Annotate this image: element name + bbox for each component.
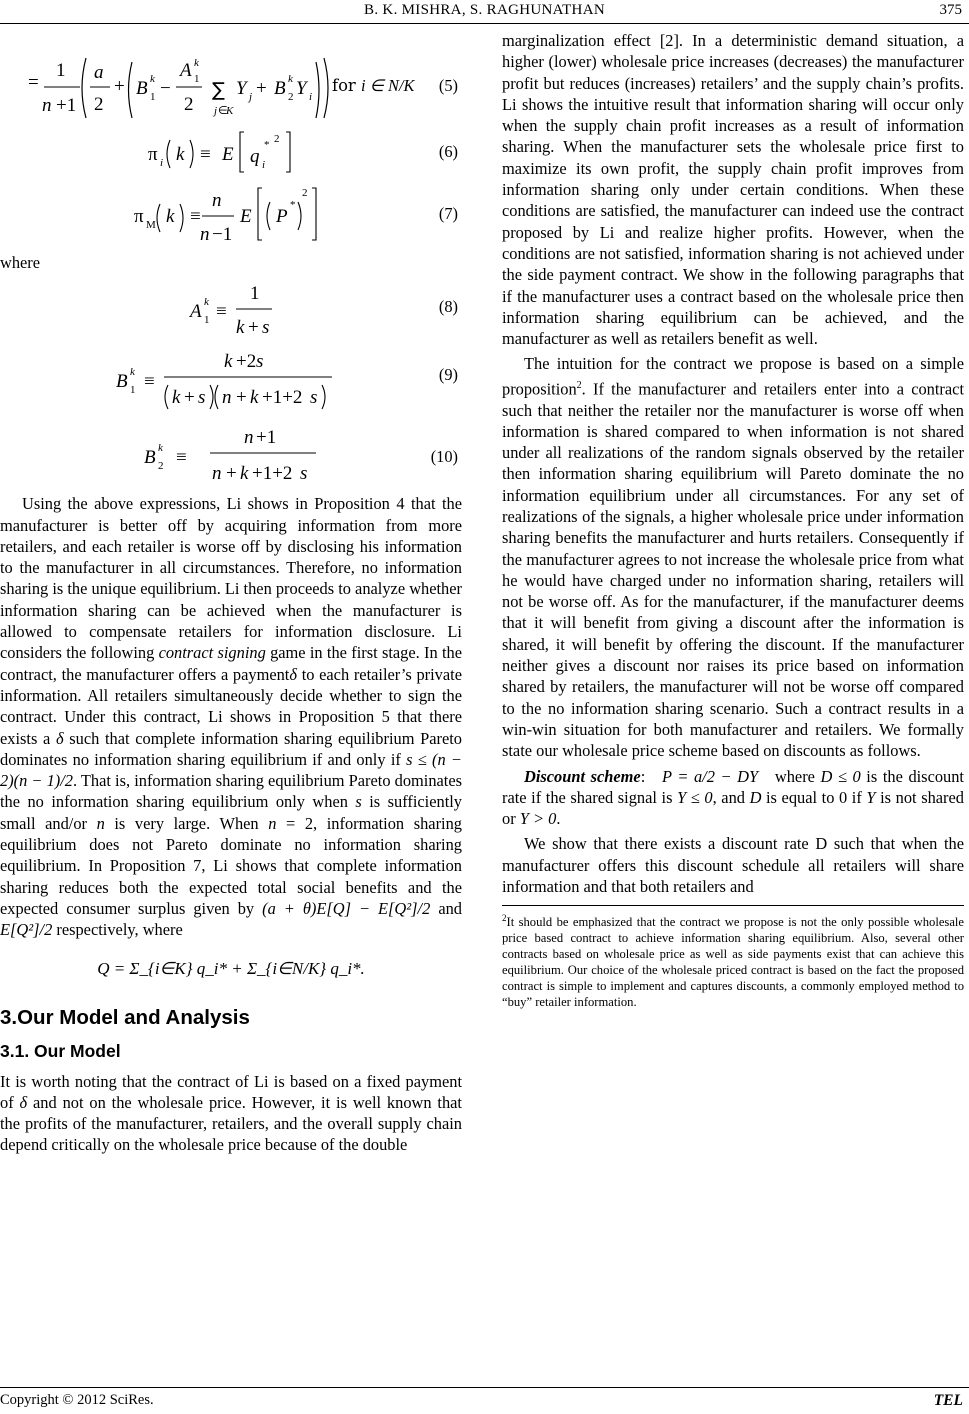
svg-text:+2: +2: [236, 351, 257, 373]
svg-text:k: k: [194, 57, 199, 69]
svg-text:*: *: [290, 199, 296, 211]
svg-text:k: k: [250, 387, 259, 409]
right-paragraph-2: [502, 353, 964, 761]
equation-5: [0, 30, 462, 126]
svg-text:2: 2: [288, 91, 294, 103]
svg-text:k: k: [224, 351, 233, 373]
left-paragraph-2: [0, 1071, 462, 1156]
text-run: It is worth noting that the contract of Li is based on a fixed payment of: [0, 1071, 462, 1112]
equation-7-formula: [0, 178, 462, 250]
running-title: B. K. MISHRA, S. RAGHUNATHAN: [364, 2, 605, 18]
variable-y: Y: [866, 787, 876, 807]
svg-text:+1+2: +1+2: [252, 463, 293, 485]
svg-text:s: s: [300, 463, 308, 485]
equation-7-number: (7): [438, 204, 458, 223]
equation-8: [0, 273, 462, 341]
y-positive: Y > 0: [519, 809, 557, 829]
svg-text:i: i: [309, 91, 313, 103]
svg-text:∑: ∑: [212, 79, 225, 101]
svg-text:B: B: [144, 447, 156, 469]
text-run: , and: [712, 787, 750, 807]
svg-text:n: n: [212, 190, 222, 211]
svg-text:π: π: [134, 206, 144, 227]
svg-text:1: 1: [204, 314, 210, 327]
footnote-text: It should be emphasized that the contract we propose is not the only possible wholesale price based contract to achieve information sharing equilibrium. Also, several other contracts based on wholesale price as well as side payments exist that can achieve this equilibrium. Our choice of the wholesale priced contract is based on the fact the proposed contract is simple to implement and captures discounts, a commonly employed method to “buy” retailer information.: [502, 915, 964, 1009]
variable-s: s: [355, 792, 362, 812]
svg-text:k: k: [158, 442, 163, 455]
svg-text:i: i: [262, 159, 266, 171]
copyright: Copyright © 2012 SciRes.: [0, 1392, 154, 1408]
equation-6-formula: [0, 126, 462, 178]
svg-text:i: i: [160, 157, 164, 169]
svg-text:+: +: [236, 387, 247, 409]
svg-text:−1: −1: [212, 224, 233, 245]
svg-text:2: 2: [184, 94, 194, 115]
svg-text:s: s: [256, 351, 264, 373]
svg-text:2: 2: [302, 187, 308, 199]
text-run: . That is, information sharing equilibrium Pareto dominates the no information sharing equilibrium only when: [0, 771, 462, 812]
svg-text:1: 1: [194, 73, 200, 85]
svg-text:k: k: [150, 73, 155, 85]
svg-text:j: j: [249, 91, 253, 103]
svg-text:*: *: [264, 139, 270, 151]
svg-text:E: E: [240, 206, 252, 227]
footnote-rule: [502, 905, 964, 906]
svg-text:+: +: [226, 463, 237, 485]
svg-text:A: A: [180, 60, 192, 81]
running-head: [0, 0, 969, 24]
discount-formula-math: P = a/2 − DY: [662, 766, 759, 786]
svg-text:k: k: [240, 463, 249, 485]
where-label: where: [0, 253, 41, 272]
svg-text:2: 2: [158, 460, 164, 473]
delta-symbol: δ: [55, 728, 64, 748]
svg-text:a: a: [94, 62, 104, 83]
svg-text:B: B: [116, 371, 128, 393]
svg-text:Y: Y: [296, 78, 307, 99]
svg-text:n: n: [222, 387, 232, 409]
pareto-condition-math: s ≤ (n − 2)(n − 1)/2: [0, 749, 462, 791]
svg-text:π: π: [148, 144, 158, 165]
svg-text:1: 1: [150, 91, 156, 103]
y-condition: Y ≤ 0: [677, 787, 713, 807]
left-paragraph-1: [0, 493, 462, 940]
right-column: [502, 30, 964, 1010]
svg-text:1: 1: [56, 60, 66, 81]
right-paragraph-3: [502, 766, 964, 830]
svg-text:E: E: [222, 144, 234, 165]
svg-text:s: s: [198, 387, 206, 409]
svg-text:k: k: [166, 206, 175, 227]
text-run: Using the above expressions, Li shows in Proposition 4 that the manufacturer is better off by acquiring information from more retailers, and each retailer is worse off by disclosing his information to the manufacturer in all circumstances. Therefore, no information sharing is the unique equilibrium. Li then proceeds to analyze whether information sharing can be achieved when the manufacturer is allowed to compensate retailers for information disclosure. Li considers the following: [0, 494, 462, 663]
journal-abbreviation: TEL: [933, 1392, 963, 1409]
equation-9: [0, 341, 462, 413]
svg-text:n: n: [244, 427, 254, 449]
text-run: game in the first stage. In the contract, the manufacturer offers a payment: [0, 643, 463, 684]
svg-text:B: B: [274, 78, 286, 99]
social-benefit-math: (a + θ)E[Q] − E[Q²]/2: [262, 898, 431, 918]
q-definition-math: Q = Σ_{i∈K} q_i* + Σ_{i∈N/K} q_i*.: [97, 958, 365, 978]
text-run: is sufficiently small and/or: [0, 792, 463, 833]
svg-text:+1+2: +1+2: [262, 387, 303, 409]
header-rule: [0, 23, 969, 24]
equation-9-number: (9): [438, 365, 458, 385]
svg-text:P: P: [276, 206, 288, 227]
equation-8-formula: [0, 273, 462, 341]
footer-rule: [0, 1387, 969, 1388]
equation-6: [0, 126, 462, 178]
variable-d: D: [749, 787, 762, 807]
svg-text:2: 2: [94, 94, 104, 115]
text-run: and not on the wholesale price. However, it is well known that the profits of the manufacturer, retailers, and the overall supply chain depend critically on the wholesale price because of the double: [0, 1092, 462, 1155]
svg-text:+1: +1: [256, 427, 277, 449]
svg-text:k: k: [204, 296, 209, 309]
discount-scheme-label: Discount scheme: [524, 766, 641, 786]
svg-text:k: k: [236, 317, 245, 339]
text-run: respectively, where: [52, 920, 183, 940]
section-title: 3.Our Model and Analysis: [0, 1005, 250, 1029]
svg-text:q: q: [250, 146, 260, 167]
equation-10-formula: [0, 413, 462, 487]
text-run: is not shared or: [502, 787, 964, 829]
svg-text:M: M: [146, 219, 156, 231]
equation-7: [0, 178, 462, 250]
footnote-reference[interactable]: 2: [576, 379, 582, 391]
svg-text:K: K: [226, 105, 234, 117]
variable-n: n: [96, 813, 105, 833]
consumer-surplus-math: E[Q²]/2: [0, 920, 53, 940]
subsection-title: 3.1. Our Model: [0, 1040, 121, 1061]
right-paragraph-1: marginalization effect [2]. In a deterministic demand situation, a higher (lower) wholesale price increases (decreases) the manufacturer profit but reduces (increases) retailers’ and the supply chain’s profits. Li shows the intuitive result that information sharing will occur only when the supply chain profit increases as a result of information sharing. When the manufacturer sets the wholesale price first to maximize its own profit, the supply chain profit improves from information sharing only under certain conditions. When these conditions are satisfied, the manufacturer can indeed use the contract proposed by Li and realize higher profits. However, when the conditions are not satisfied, information sharing is not achieved under the side payment contract. We show in the following paragraphs that if the manufacturer uses a contract based on the wholesale price then information sharing equilibrium can be achieved, and the manufacturer as well as retailers benefit as well.: [502, 31, 964, 349]
equation-10: [0, 413, 462, 487]
q-definition: [0, 941, 462, 997]
equation-5-number: (5): [438, 76, 458, 95]
equation-10-number: (10): [430, 447, 458, 467]
text-run: :: [640, 766, 646, 786]
svg-text:A: A: [190, 301, 202, 323]
equation-6-number: (6): [438, 142, 458, 161]
equation-8-number: (8): [438, 297, 458, 317]
text-run: . If the manufacturer and retailers enter into a contract such that neither the retailer nor the manufacturer is worse off when information is shared compared to when information is not shared under all realizations of the random signals observed by the retailer then information sharing equilibrium will Pareto dominate the no information equilibrium under all circumstances. For any set of realizations of the signals, a higher wholesale price under information sharing benefits the manufacturer and hurts retailers. Consequently if the manufacturer agrees to not increase the wholesale price from what he would have charged under no information sharing, retailers will not be worse off. As for the manufacturer, if the manufacturer deems that it will benefit from giving a discount after the information is shared, it will benefit by offering the discount. If the manufacturer neither gives a discount nor raises its price based on information shared by retailers, the manufacturer will not be worse off compared to the no information sharing scenario. Such a contract results in a win-win situation for both manufacturer and retailers. We formally state our wholesale price scheme based on discounts as follows.: [502, 379, 964, 761]
equation-9-formula: [0, 341, 462, 413]
svg-text:=: =: [28, 72, 39, 93]
svg-text:≡: ≡: [190, 206, 201, 227]
text-run: is very large. When: [104, 813, 269, 833]
equation-5-condition-math: i ∈ N/K: [361, 76, 415, 95]
variable-n: n: [268, 813, 277, 833]
svg-text:n: n: [200, 224, 210, 245]
svg-text:≡: ≡: [144, 371, 155, 393]
svg-text:+: +: [114, 76, 125, 97]
text-run: and: [430, 898, 462, 918]
text-run: = 2, information sharing equilibrium does not Pareto dominate no information sharing equilibrium. In Proposition 7, Li shows that complete information sharing reduces both the expected total social benefits and the expected consumer surplus given by: [0, 813, 462, 918]
delta-symbol: δ: [289, 664, 297, 684]
svg-text:k: k: [130, 366, 135, 379]
footnote-mark: 2: [502, 913, 507, 924]
svg-text:1: 1: [130, 384, 136, 397]
svg-text:≡: ≡: [200, 144, 211, 165]
emphasis-contract-signing: contract signing: [158, 643, 266, 663]
right-paragraph-4: We show that there exists a discount rate D such that when the manufacturer offers this discount schedule all retailers will share information and that both retailers and: [502, 834, 964, 897]
svg-text:Y: Y: [236, 78, 247, 99]
text-run: is equal to 0 if: [761, 787, 867, 807]
svg-text:n: n: [212, 463, 222, 485]
svg-text:B: B: [136, 78, 148, 99]
svg-text:s: s: [262, 317, 270, 339]
svg-text:+: +: [184, 387, 195, 409]
text-run: such that complete information sharing equilibrium Pareto dominates no information sharing equilibrium if and only if: [0, 728, 462, 769]
svg-text:+1: +1: [56, 95, 77, 116]
equation-5-condition: for: [332, 76, 356, 95]
svg-text:+: +: [248, 317, 259, 339]
svg-text:∈: ∈: [218, 104, 228, 117]
svg-text:k: k: [176, 144, 185, 165]
svg-text:n: n: [42, 95, 52, 116]
svg-text:s: s: [310, 387, 318, 409]
svg-text:−: −: [160, 78, 171, 99]
svg-text:≡: ≡: [216, 301, 227, 323]
svg-text:k: k: [288, 73, 293, 85]
text-run: where: [769, 766, 821, 786]
svg-text:j: j: [214, 105, 218, 117]
page-number: 375: [939, 2, 962, 18]
text-run: is the discount rate if the shared signal is: [502, 766, 964, 807]
d-condition: D ≤ 0: [820, 766, 861, 786]
svg-text:2: 2: [274, 133, 280, 145]
svg-text:1: 1: [250, 283, 260, 305]
svg-text:≡: ≡: [176, 447, 187, 469]
delta-symbol: δ: [19, 1092, 28, 1112]
text-run: The intuition for the contract we propose is based on a simple proposition: [502, 354, 964, 399]
svg-text:+: +: [256, 78, 267, 99]
left-column: [0, 30, 462, 1156]
footnote-2: [502, 911, 964, 1010]
text-run: to each retailer’s private information. All retailers simultaneously decide whether to sign the contract. Under this contract, Li shows in Proposition 5 that there exists a: [0, 664, 462, 748]
svg-text:k: k: [172, 387, 181, 409]
text-run: .: [556, 809, 561, 829]
